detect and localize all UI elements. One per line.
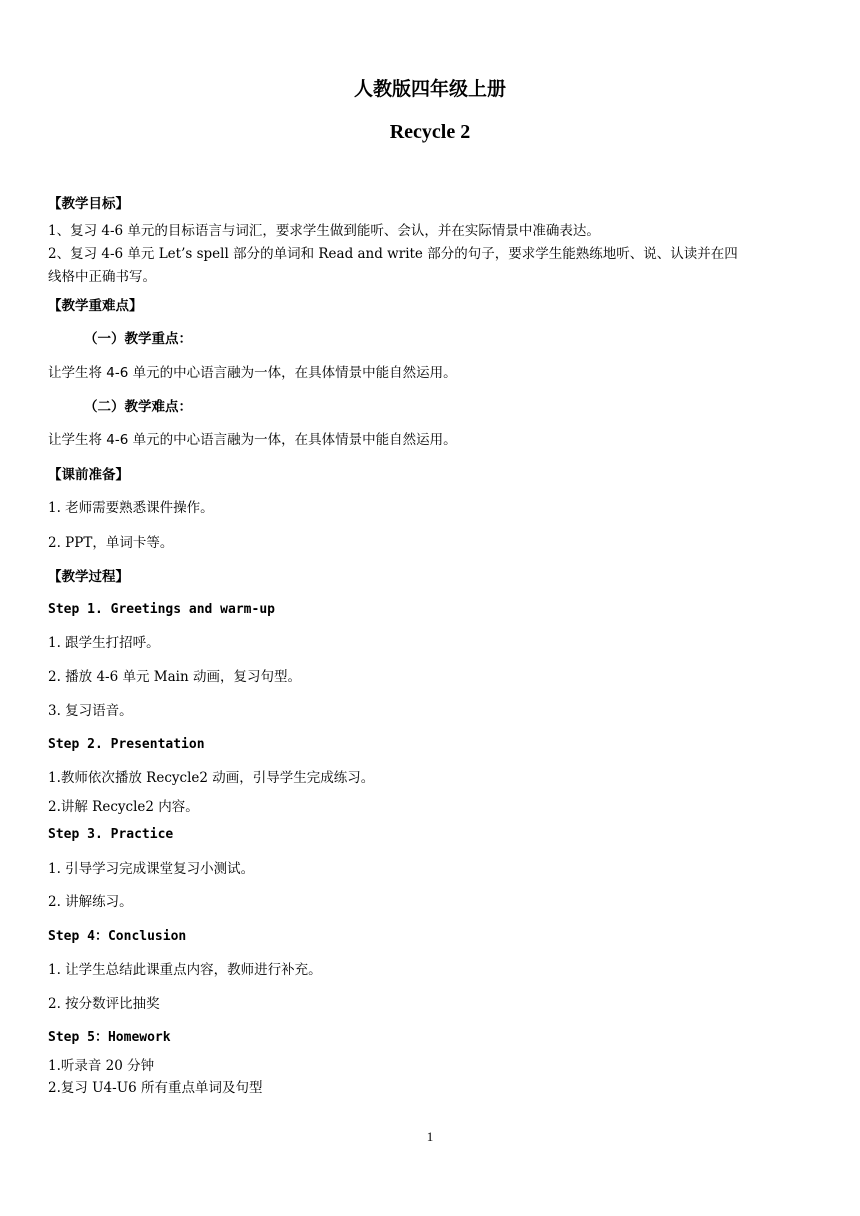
document-title: 人教版四年级上册 [353, 78, 506, 100]
goals-line-2b: 线格中正确书写。 [48, 269, 156, 285]
step-1-item-3: 3. 复习语音。 [48, 703, 133, 719]
step-2-title: Step 2. Presentation [48, 737, 205, 752]
step-3-item-2: 2. 讲解练习。 [48, 894, 133, 910]
difficulty-text: 让学生将 4-6 单元的中心语言融为一体，在具体情景中能自然运用。 [48, 432, 457, 448]
goals-heading: 【教学目标】 [48, 196, 129, 212]
goals-line-1: 1、复习 4-6 单元的目标语言与词汇，要求学生做到能听、会认，并在实际情景中准确表达。 [48, 223, 600, 239]
preparation-heading: 【课前准备】 [48, 467, 129, 483]
step-1-title: Step 1. Greetings and warm-up [48, 602, 275, 617]
step-1-item-2: 2. 播放 4-6 单元 Main 动画，复习句型。 [48, 669, 301, 685]
focus-text: 让学生将 4-6 单元的中心语言融为一体，在具体情景中能自然运用。 [48, 365, 457, 381]
goals-line-2a: 2、复习 4-6 单元 Let’s spell 部分的单词和 Read and write 部分的句子，要求学生能熟练地听、说、认读并在四 [48, 246, 738, 262]
step-2-item-1: 1.教师依次播放 Recycle2 动画，引导学生完成练习。 [48, 770, 375, 786]
document-subtitle: Recycle 2 [389, 121, 471, 143]
step-4-item-2: 2. 按分数评比抽奖 [48, 996, 160, 1012]
step-4-item-1: 1. 让学生总结此课重点内容，教师进行补充。 [48, 962, 322, 978]
step-3-item-1: 1. 引导学习完成课堂复习小测试。 [48, 861, 255, 877]
step-5-title: Step 5：Homework [48, 1030, 171, 1045]
key-points-heading: 【教学重难点】 [48, 298, 143, 314]
process-heading: 【教学过程】 [48, 569, 129, 585]
preparation-item-1: 1. 老师需要熟悉课件操作。 [48, 500, 214, 516]
step-2-item-2: 2.讲解 Recycle2 内容。 [48, 799, 199, 815]
step-4-title: Step 4：Conclusion [48, 929, 187, 944]
step-1-item-1: 1. 跟学生打招呼。 [48, 635, 160, 651]
focus-label: （一）教学重点： [84, 331, 192, 347]
page-number: 1 [426, 1129, 434, 1144]
step-5-item-2: 2.复习 U4-U6 所有重点单词及句型 [48, 1080, 263, 1096]
step-5-item-1: 1.听录音 20 分钟 [48, 1058, 155, 1074]
preparation-item-2: 2. PPT，单词卡等。 [48, 535, 174, 551]
step-3-title: Step 3. Practice [48, 827, 174, 842]
difficulty-label: （二）教学难点： [84, 399, 192, 415]
